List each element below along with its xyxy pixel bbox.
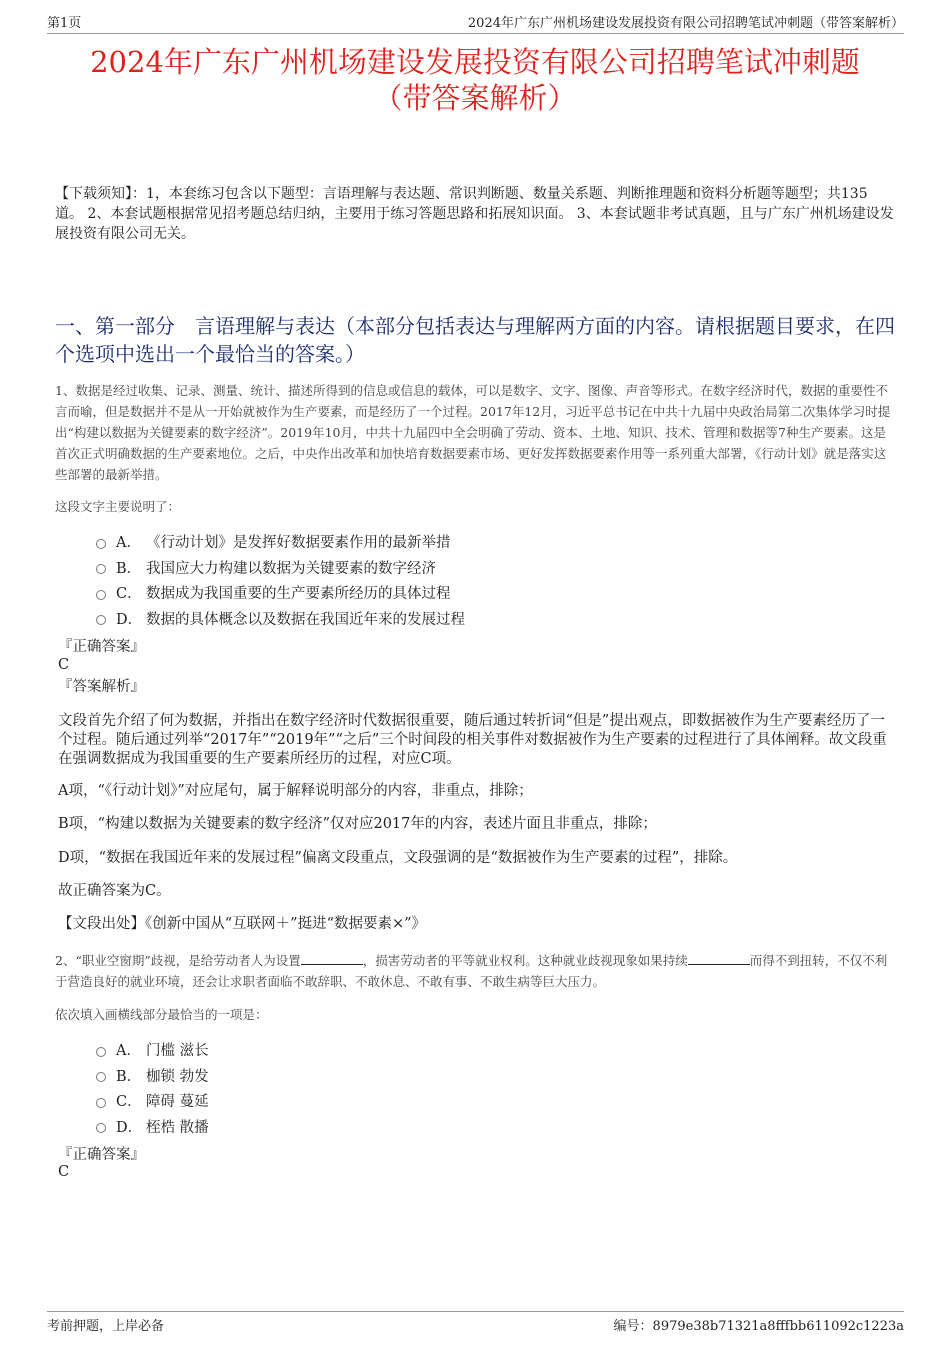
- option-text: 门槛 滋长: [146, 1043, 209, 1060]
- download-notice: 【下载须知】：1，本套练习包含以下题型：言语理解与表达题、常识判断题、数量关系题、判断推理题和资料分析题等题型；共135道。 2、本套试题根据常见招考题总结归纳，主要用于练习答题思路和拓展知识面。 3、本套试题非考试真题，且与广东广州机场建设发展投资有限公司无关。: [55, 186, 894, 242]
- option-text: 我国应大力构建以数据为关键要素的数字经济: [146, 560, 436, 577]
- option-letter: C．: [116, 586, 142, 603]
- correct-answer: C: [58, 1164, 70, 1180]
- option-text: 数据成为我国重要的生产要素所经历的具体过程: [146, 586, 451, 603]
- radio-icon[interactable]: [96, 1098, 106, 1108]
- radio-icon[interactable]: [96, 1047, 106, 1057]
- option-c[interactable]: [96, 1088, 209, 1114]
- option-letter: C．: [116, 1094, 142, 1111]
- radio-icon[interactable]: [96, 1072, 106, 1082]
- source-citation: 【文段出处】《创新中国从“互联网＋”挺进“数据要素×”》: [58, 916, 427, 932]
- radio-icon[interactable]: [96, 539, 106, 549]
- option-text: 枷锁 勃发: [146, 1068, 209, 1085]
- option-letter: A．: [116, 1043, 141, 1060]
- question-2-text: [55, 950, 895, 992]
- option-d[interactable]: [96, 1114, 209, 1140]
- option-letter: B．: [116, 1068, 142, 1085]
- question-1-prompt: 这段文字主要说明了：: [55, 499, 181, 514]
- option-letter: D．: [116, 1119, 143, 1136]
- option-c[interactable]: [96, 580, 465, 606]
- correct-answer-label: 『正确答案』: [58, 1147, 145, 1163]
- fill-blank: [688, 952, 750, 965]
- option-letter: A．: [116, 535, 141, 552]
- question-2-options: [96, 1037, 209, 1139]
- radio-icon[interactable]: [96, 564, 106, 574]
- question-1-options: [96, 529, 465, 631]
- option-d[interactable]: [96, 606, 465, 632]
- analysis-paragraph: A项，“《行动计划》”对应尾句，属于解释说明部分的内容，非重点，排除；: [58, 783, 533, 799]
- header-doc-title: 2024年广东广州机场建设发展投资有限公司招聘笔试冲刺题（带答案解析）: [467, 16, 904, 31]
- option-text: 桎梏 散播: [146, 1119, 209, 1136]
- question-1-text: 1、数据是经过收集、记录、测量、统计、描述所得到的信息或信息的载体，可以是数字、文字、图像、声音等形式。在数字经济时代，数据的重要性不言而喻，但是数据并不是从一开始就被作为生产要素，而是经历了一个过程。2017年12月，习近平总书记在中共十九届中央政治局第二次集体学习时提出“构建以数据为关键要素的数字经济”。2019年10月，中共十九届四中全会明确了劳动、资本、土地、知识、技术、管理和数据等7种生产要素。这是首次正式明确数据的生产要素地位。之后，中央作出改革和加快培育数据要素市场、更好发挥数据要素作用等一系列重大部署，《行动计划》就是落实这些部署的最新举措。: [55, 383, 891, 482]
- radio-icon[interactable]: [96, 615, 106, 625]
- option-a[interactable]: [96, 529, 465, 555]
- analysis-paragraph: 文段首先介绍了何为数据，并指出在数字经济时代数据很重要，随后通过转折词“但是”提出观点，即数据被作为生产要素经历了一个过程。随后通过列举“2017年”“2019年”“之后”三个时间段的相关事件对数据被作为生产要素的过程进行了具体阐释。故文段重在强调数据成为我国重要的生产要素所经历的过程，对应C项。: [58, 713, 887, 767]
- correct-answer-label: 『正确答案』: [58, 639, 145, 655]
- analysis-paragraph: 故正确答案为C。: [58, 883, 171, 899]
- footer-divider: [47, 1311, 904, 1312]
- page-number: 第1页: [47, 16, 82, 31]
- section-heading: 一、第一部分 言语理解与表达（本部分包括表达与理解两方面的内容。请根据题目要求，在四个选项中选出一个最恰当的答案。）: [55, 314, 895, 366]
- header-divider: [47, 33, 904, 34]
- analysis-paragraph: B项，“构建以数据为关键要素的数字经济”仅对应2017年的内容，表述片面且非重点，排除；: [58, 816, 657, 832]
- option-text: 《行动计划》是发挥好数据要素作用的最新举措: [146, 535, 451, 552]
- analysis-label: 『答案解析』: [58, 679, 145, 695]
- document-id: 编号：8979e38b71321a8fffbb611092c1223a: [613, 1319, 904, 1334]
- option-b[interactable]: [96, 555, 465, 581]
- footer-slogan: 考前押题，上岸必备: [47, 1319, 165, 1334]
- title-line-2: （带答案解析）: [373, 81, 577, 115]
- fill-blank: [301, 952, 363, 965]
- option-a[interactable]: [96, 1037, 209, 1063]
- option-letter: B．: [116, 560, 142, 577]
- question-2-text-part: 2、“职业空窗期”歧视，是给劳动者人为设置: [55, 953, 301, 968]
- title-line-1: 2024年广东广州机场建设发展投资有限公司招聘笔试冲刺题: [90, 45, 860, 79]
- document-title: [40, 44, 910, 116]
- analysis-paragraph: D项，“数据在我国近年来的发展过程”偏离文段重点，文段强调的是“数据被作为生产要素的过程”，排除。: [58, 850, 738, 866]
- question-2-text-part: ，损害劳动者的平等就业权利。这种就业歧视现象如果持续: [362, 953, 688, 968]
- question-2-prompt: 依次填入画横线部分最恰当的一项是：: [55, 1007, 268, 1022]
- option-letter: D．: [116, 611, 143, 628]
- question-2-text-part: 而得不到扭转，不仅不利于营造良好的就业环境，还会让求职者面临不敢辞职、不敢休息、不敢有事、不敢生病等巨大压力。: [55, 953, 888, 989]
- radio-icon[interactable]: [96, 590, 106, 600]
- radio-icon[interactable]: [96, 1123, 106, 1133]
- option-text: 数据的具体概念以及数据在我国近年来的发展过程: [146, 611, 465, 628]
- correct-answer: C: [58, 657, 70, 673]
- option-text: 障碍 蔓延: [146, 1094, 209, 1111]
- option-b[interactable]: [96, 1063, 209, 1089]
